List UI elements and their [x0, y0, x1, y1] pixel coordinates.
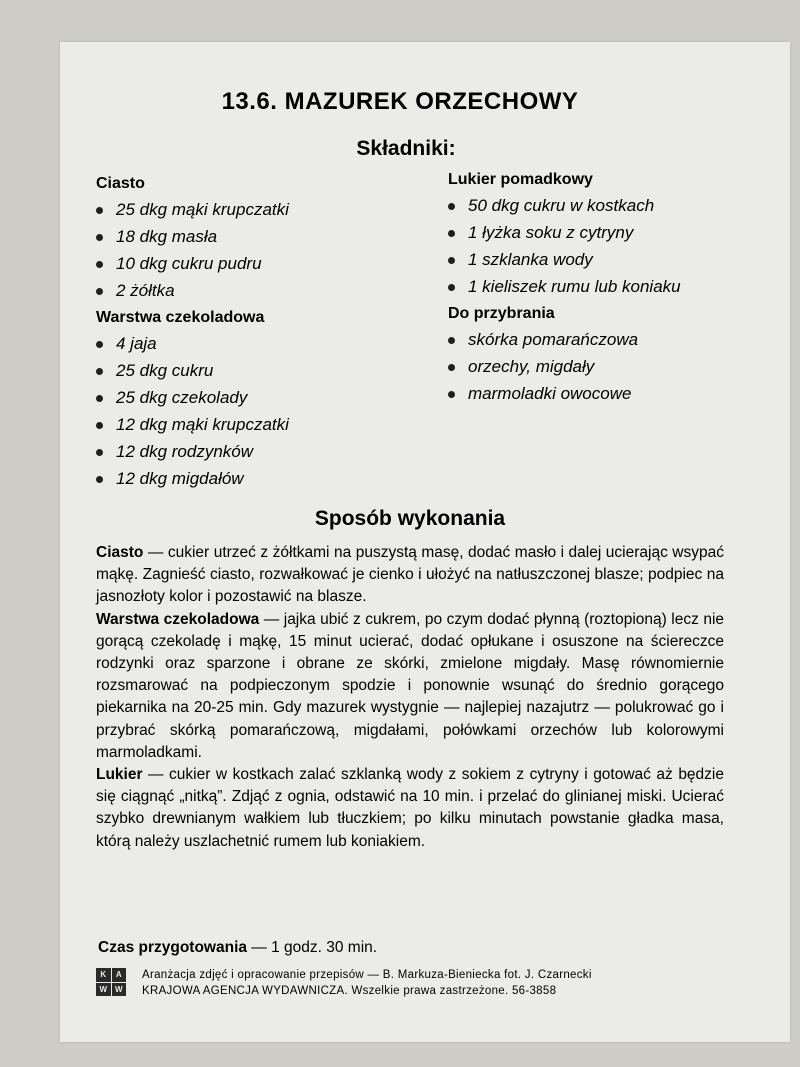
ingredient-item: 50 dkg cukru w kostkach [448, 192, 768, 219]
ingredient-item: marmoladki owocowe [448, 380, 768, 407]
ingredient-item: skórka pomarańczowa [448, 326, 768, 353]
method-label: Warstwa czekoladowa [96, 610, 260, 628]
prep-time-value: — 1 godz. 30 min. [247, 939, 378, 956]
ingredient-item: 18 dkg masła [96, 223, 426, 250]
ingredient-item: 12 dkg migdałów [96, 465, 426, 492]
prep-time [98, 939, 377, 957]
ingredient-list-warstwa [96, 330, 426, 492]
ingredient-list-ciasto [96, 196, 426, 304]
method-paragraph-lukier [96, 764, 724, 853]
ingredients-left-column [96, 170, 426, 492]
ingredient-item: 1 kieliszek rumu lub koniaku [448, 273, 768, 300]
ingredient-item: 10 dkg cukru pudru [96, 250, 426, 277]
ingredient-item: orzechy, migdały [448, 353, 768, 380]
ingredient-item: 1 łyżka soku z cytryny [448, 219, 768, 246]
recipe-title: 13.6. MAZUREK ORZECHOWY [221, 88, 579, 115]
group-title-przybranie: Do przybrania [448, 305, 555, 322]
ingredient-list-przybranie [448, 326, 768, 407]
group-title-ciasto: Ciasto [96, 175, 145, 192]
method-body: — cukier w kostkach zalać szklanką wody z sokiem z cytryny i gotować aż będzie się ciągnąć „nitką”. Zdjąć z ognia, odstawić na 10 min. i przelać do glinianej miski. Ucierać szybko drewnianym wałkiem lub tłuczkiem; po kilku minutach powstanie gładka masa, którą należy uszlachetnić rumem lub koniakiem. [96, 766, 724, 850]
method-paragraph-warstwa [96, 609, 724, 764]
method-label: Ciasto [96, 544, 144, 561]
ingredient-item: 4 jaja [96, 330, 426, 357]
ingredient-item: 2 żółtka [96, 277, 426, 304]
ingredient-item: 25 dkg mąki krupczatki [96, 196, 426, 223]
ingredient-item: 25 dkg cukru [96, 357, 426, 384]
ingredient-item: 1 szklanka wody [448, 246, 768, 273]
footer-line-2: KRAJOWA AGENCJA WYDAWNICZA. Wszelkie prawa zastrzeżone. 56-3858 [142, 985, 557, 997]
method-heading: Sposób wykonania [314, 507, 506, 530]
method-text [96, 542, 724, 853]
prep-time-label: Czas przygotowania [98, 939, 247, 956]
group-title-warstwa: Warstwa czekoladowa [96, 309, 265, 326]
footer-line-1: Aranżacja zdjęć i opracowanie przepisów — B. Markuza-Bieniecka fot. J. Czarnecki [142, 969, 592, 981]
method-body: — jajka ubić z cukrem, po czym dodać płynną (roztopioną) lecz nie gorącą czekoladę i mąkę, 15 minut ucierać, dodać opłukane i osuszone na ściereczce rodzynki oraz sparzone i obrane ze skórki, zmielone migdały. Masę równomiernie rozsmarować na podpieczonym spodzie i ponownie wsunąć do średnio gorącego piekarnika na 20-25 min. Gdy mazurek wystygnie — najlepiej nazajutrz — polukrować go i przybrać skórką pomarańczową, migdałami, połówkami orzechów lub kolorowymi marmoladkami. [96, 610, 725, 761]
publisher-logo: K A W W [96, 968, 126, 996]
group-title-lukier: Lukier pomadkowy [448, 171, 593, 188]
footer-credits [142, 967, 592, 999]
ingredients-heading: Składniki: [356, 137, 456, 160]
ingredient-list-lukier [448, 192, 768, 300]
ingredient-item: 12 dkg mąki krupczatki [96, 411, 426, 438]
method-body: — cukier utrzeć z żółtkami na puszystą masę, dodać masło i dalej ucierając wsypać mąkę. Zagnieść ciasto, rozwałkować je cienko i ułożyć na natłuszczonej blasze; podpiec na jasnozłoty kolor i pozostawić na blasze. [96, 544, 724, 606]
ingredient-item: 25 dkg czekolady [96, 384, 426, 411]
ingredient-item: 12 dkg rodzynków [96, 438, 426, 465]
method-label: Lukier [96, 766, 143, 784]
method-paragraph-ciasto [96, 542, 724, 609]
footer [96, 966, 736, 1000]
ingredients-right-column [448, 166, 768, 407]
